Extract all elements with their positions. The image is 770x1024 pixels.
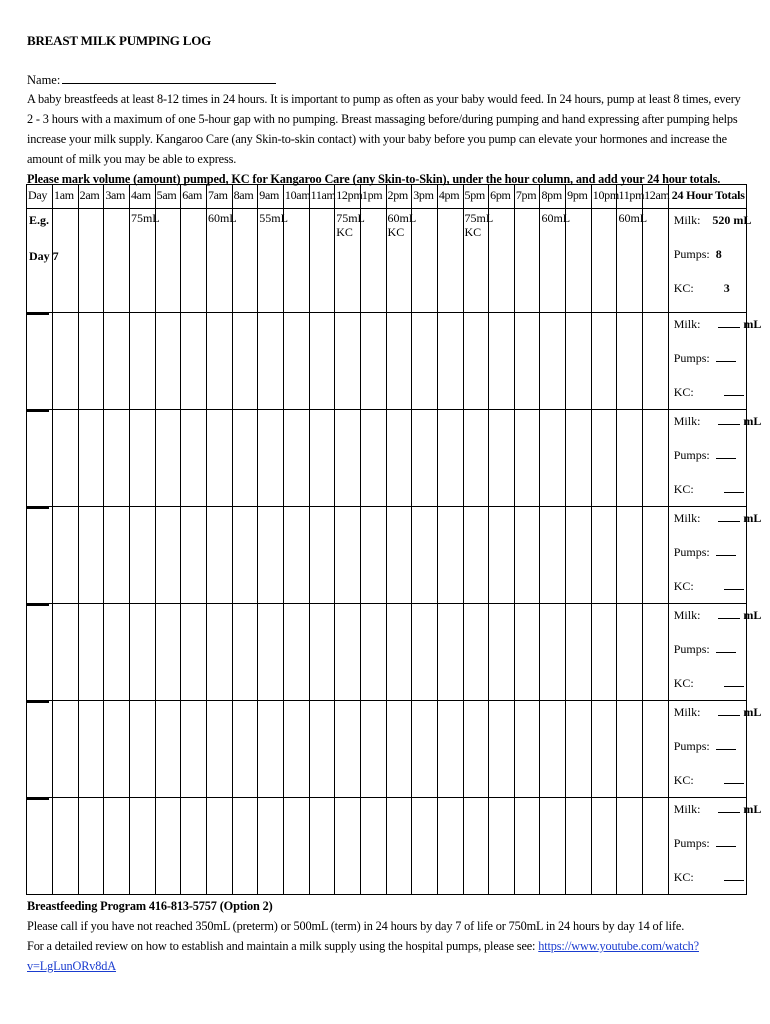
day-underline [27,604,49,606]
hour-entry-cell-2am[interactable] [78,604,104,701]
hour-entry-cell-4pm[interactable] [437,410,463,507]
review-text: For a detailed review on how to establish and maintain a milk supply using the hospital pumps, please see: [27,939,539,953]
hour-entry-cell-1pm[interactable] [360,507,386,604]
totals-cell [668,798,762,895]
hour-entry-cell-6am[interactable] [181,410,207,507]
milk-label: Milk: [673,608,701,622]
pumps-blank[interactable] [716,545,736,556]
log-row [27,507,747,604]
milk-blank[interactable] [718,414,740,425]
hour-entry-cell-11am[interactable] [309,507,335,604]
hour-entry-cell-4am[interactable] [129,410,155,507]
hour-header-12pm: 12pm [335,185,361,209]
hour-entry-cell-9am[interactable] [258,604,284,701]
hour-entry-cell-10pm[interactable] [591,604,617,701]
example-label: E.g. [29,213,50,227]
hour-entry-cell-11am[interactable] [309,701,335,798]
pumps-label: Pumps: [673,247,710,261]
kc-total-value: 3 [723,281,730,295]
page-title: BREAST MILK PUMPING LOG [27,33,212,48]
hour-entry-cell-2am[interactable] [78,313,104,410]
hour-entry-cell-9am[interactable] [258,798,284,895]
example-totals-cell [668,209,752,313]
review-line [27,936,747,976]
totals-cell [668,604,762,701]
example-cell-2pm [386,209,417,313]
hour-entry-cell-10pm[interactable] [591,313,617,410]
day-entry-cell[interactable] [27,701,53,798]
pumps-blank[interactable] [716,739,736,750]
hour-entry-cell-11am[interactable] [309,313,335,410]
hour-entry-cell-8pm[interactable] [540,798,566,895]
intro-paragraph: A baby breastfeeds at least 8-12 times in 24 hours. It is important to pump as often as your baby would feed. In 24 hours, pump at least 8 times, every 2 - 3 hours with a maximum of one 5-hour gap with no pumping. Breast massaging before/during pumping and hand expressing after pumping helps increase your milk supply. Kangaroo Care (any Skin-to-skin contact) with your baby before you pump can elevate your hormones and increase the amount of milk you may be able to express. [27,92,741,166]
log-row [27,798,747,895]
hour-header-9pm: 9pm [566,185,592,209]
example-cell-11pm [617,209,648,313]
hour-header-6pm: 6pm [489,185,515,209]
hour-entry-cell-6pm[interactable] [489,507,515,604]
milk-unit: mL [743,511,762,525]
program-contact: Breastfeeding Program 416-813-5757 (Option 2) [27,899,273,913]
log-row [27,604,747,701]
hour-entry-cell-12am[interactable] [643,410,669,507]
example-cell-12pm [335,209,365,313]
hour-entry-cell-11pm[interactable] [617,313,643,410]
example-cell-4am [129,209,160,313]
hour-entry-cell-4am[interactable] [129,701,155,798]
hour-entry-cell-12pm[interactable] [335,604,361,701]
hour-header-12am: 12am [643,185,669,209]
hour-entry-cell-7pm[interactable] [514,798,540,895]
hour-entry-cell-1pm[interactable] [360,313,386,410]
hour-entry-cell-6am[interactable] [181,604,207,701]
hour-entry-cell-4pm[interactable] [437,604,463,701]
kc-label: KC: [673,773,694,787]
hour-entry-cell-7pm[interactable] [514,410,540,507]
hour-entry-cell-8am[interactable] [232,410,258,507]
day-underline [27,313,49,315]
hour-entry-cell-5am[interactable] [155,313,181,410]
kc-label: KC: [673,385,694,399]
day-column-header: Day [27,185,53,209]
hour-entry-cell-4pm[interactable] [437,313,463,410]
table-header-row [27,185,747,209]
hour-entry-cell-3am[interactable] [104,507,130,604]
example-day-cell [27,209,59,313]
day-entry-cell[interactable] [27,798,53,895]
hour-entry-cell-9pm[interactable] [566,507,592,604]
hour-header-5pm: 5pm [463,185,489,209]
example-entry: 75mL [336,211,365,225]
example-cell-4pm [437,209,463,313]
hour-entry-cell-11pm[interactable] [617,507,643,604]
pumps-total-value: 8 [715,247,722,261]
hour-entry-cell-5am[interactable] [155,410,181,507]
milk-unit: mL [743,802,762,816]
hour-entry-cell-12pm[interactable] [335,410,361,507]
hour-entry-cell-2pm[interactable] [386,410,412,507]
hour-entry-cell-10am[interactable] [283,410,309,507]
hour-entry-cell-11pm[interactable] [617,410,643,507]
hour-entry-cell-10pm[interactable] [591,701,617,798]
hour-entry-cell-6pm[interactable] [489,701,515,798]
footer [27,896,747,976]
hour-entry-cell-10am[interactable] [283,604,309,701]
log-row [27,701,747,798]
hour-entry-cell-6pm[interactable] [489,313,515,410]
example-entry: 60mL [618,211,648,225]
pumps-blank[interactable] [716,448,736,459]
hour-entry-cell-3am[interactable] [104,604,130,701]
hour-entry-cell-2am[interactable] [78,507,104,604]
kc-blank[interactable] [724,870,744,881]
hour-entry-cell-11pm[interactable] [617,701,643,798]
hour-entry-cell-11pm[interactable] [617,604,643,701]
hour-entry-cell-2am[interactable] [78,798,104,895]
intro-text-block [27,89,745,189]
day-underline [27,410,49,412]
hour-entry-cell-7am[interactable] [206,507,232,604]
log-row [27,313,747,410]
hour-entry-cell-8pm[interactable] [540,410,566,507]
hour-entry-cell-12pm[interactable] [335,313,361,410]
hour-entry-cell-8am[interactable] [232,604,258,701]
hour-header-4am: 4am [129,185,155,209]
hour-entry-cell-5pm[interactable] [463,410,489,507]
hour-entry-cell-2am[interactable] [78,410,104,507]
hour-header-8pm: 8pm [540,185,566,209]
example-entry: KC [387,225,405,239]
day-underline [27,798,49,800]
hour-entry-cell-3pm[interactable] [412,410,438,507]
hour-entry-cell-2pm[interactable] [386,798,412,895]
hour-entry-cell-5am[interactable] [155,507,181,604]
hour-entry-cell-9am[interactable] [258,410,284,507]
hour-header-7am: 7am [206,185,232,209]
hour-entry-cell-7am[interactable] [206,701,232,798]
hour-entry-cell-12am[interactable] [643,701,669,798]
milk-blank[interactable] [718,608,740,619]
hour-entry-cell-1pm[interactable] [360,701,386,798]
hour-entry-cell-3am[interactable] [104,410,130,507]
hour-entry-cell-1am[interactable] [53,604,79,701]
hour-entry-cell-9pm[interactable] [566,604,592,701]
hour-entry-cell-6am[interactable] [181,313,207,410]
hour-entry-cell-1pm[interactable] [360,604,386,701]
totals-cell [668,507,762,604]
youtube-link[interactable]: https://www.youtube.com/watch?v=LgLunORv8dA [27,939,699,973]
hour-entry-cell-5pm[interactable] [463,701,489,798]
hour-entry-cell-1am[interactable] [53,701,79,798]
pumps-blank[interactable] [716,642,736,653]
hour-entry-cell-12pm[interactable] [335,507,361,604]
example-entry: KC [336,225,353,239]
hour-entry-cell-12pm[interactable] [335,701,361,798]
hour-entry-cell-2pm[interactable] [386,313,412,410]
hour-entry-cell-4pm[interactable] [437,507,463,604]
milk-unit: mL [743,317,762,331]
milk-label: Milk: [673,802,701,816]
hour-entry-cell-7am[interactable] [206,410,232,507]
hour-entry-cell-12am[interactable] [643,604,669,701]
hour-header-3pm: 3pm [412,185,438,209]
hour-entry-cell-1pm[interactable] [360,798,386,895]
hour-entry-cell-11am[interactable] [309,604,335,701]
hour-entry-cell-5pm[interactable] [463,507,489,604]
day-entry-cell[interactable] [27,313,53,410]
hour-header-6am: 6am [181,185,207,209]
hour-entry-cell-4am[interactable] [129,313,155,410]
hour-entry-cell-5am[interactable] [155,701,181,798]
hour-entry-cell-11pm[interactable] [617,798,643,895]
milk-label: Milk: [673,414,701,428]
hour-entry-cell-10pm[interactable] [591,507,617,604]
hour-entry-cell-9am[interactable] [258,701,284,798]
hour-header-1am: 1am [53,185,79,209]
example-cell-5pm [463,209,494,313]
hour-entry-cell-3pm[interactable] [412,507,438,604]
hour-header-2pm: 2pm [386,185,412,209]
kc-blank[interactable] [724,579,744,590]
milk-label: Milk: [673,213,701,227]
hour-entry-cell-3am[interactable] [104,701,130,798]
example-cell-2am [78,209,104,313]
kc-blank[interactable] [724,676,744,687]
milk-total-value: 520 mL [712,213,752,227]
pumps-blank[interactable] [716,836,736,847]
hour-entry-cell-2pm[interactable] [386,604,412,701]
hour-entry-cell-2pm[interactable] [386,507,412,604]
example-cell-7am [206,209,237,313]
hour-entry-cell-5am[interactable] [155,604,181,701]
hour-entry-cell-12pm[interactable] [335,798,361,895]
pumps-label: Pumps: [673,545,710,559]
milk-unit: mL [743,608,762,622]
hour-entry-cell-11am[interactable] [309,798,335,895]
kc-blank[interactable] [724,385,744,396]
hour-header-10am: 10am [283,185,309,209]
hour-entry-cell-10pm[interactable] [591,410,617,507]
hour-entry-cell-6pm[interactable] [489,798,515,895]
pumping-log-table [26,184,762,895]
milk-unit: mL [743,705,762,719]
hour-entry-cell-9pm[interactable] [566,313,592,410]
hour-entry-cell-5am[interactable] [155,798,181,895]
hour-entry-cell-9am[interactable] [258,313,284,410]
hour-entry-cell-4am[interactable] [129,604,155,701]
hour-entry-cell-4am[interactable] [129,798,155,895]
hour-entry-cell-5pm[interactable] [463,313,489,410]
example-entry: 60mL [387,211,417,225]
hour-entry-cell-8pm[interactable] [540,313,566,410]
example-entry: 75mL [130,211,160,225]
hour-entry-cell-7pm[interactable] [514,701,540,798]
pumps-label: Pumps: [673,351,710,365]
totals-column-header: 24 Hour Totals [668,185,746,209]
hour-entry-cell-7am[interactable] [206,604,232,701]
example-cell-8pm [540,209,571,313]
hour-entry-cell-8am[interactable] [232,798,258,895]
hour-entry-cell-10pm[interactable] [591,798,617,895]
milk-blank[interactable] [718,705,740,716]
hour-entry-cell-9am[interactable] [258,507,284,604]
hour-entry-cell-6am[interactable] [181,798,207,895]
hour-entry-cell-4pm[interactable] [437,701,463,798]
name-blank-line[interactable] [62,72,276,84]
milk-label: Milk: [673,317,701,331]
day-entry-cell[interactable] [27,410,53,507]
hour-entry-cell-3pm[interactable] [412,313,438,410]
kc-label: KC: [673,676,694,690]
kc-label: KC: [673,579,694,593]
hour-header-1pm: 1pm [360,185,386,209]
hour-entry-cell-7pm[interactable] [514,604,540,701]
hour-entry-cell-9pm[interactable] [566,798,592,895]
milk-blank[interactable] [718,511,740,522]
milk-label: Milk: [673,705,701,719]
name-field [27,72,276,88]
hour-entry-cell-12am[interactable] [643,798,669,895]
hour-entry-cell-5pm[interactable] [463,604,489,701]
milk-unit: mL [743,414,762,428]
hour-entry-cell-4am[interactable] [129,507,155,604]
hour-entry-cell-3am[interactable] [104,313,130,410]
call-instruction: Please call if you have not reached 350mL (preterm) or 500mL (term) in 24 hours by day 7 of life or 750mL in 24 hours by day 14 of life. [27,919,685,933]
hour-entry-cell-8pm[interactable] [540,701,566,798]
day-entry-cell[interactable] [27,507,53,604]
milk-label: Milk: [673,511,701,525]
hour-entry-cell-8am[interactable] [232,701,258,798]
example-cell-10pm [591,209,617,313]
hour-entry-cell-8pm[interactable] [540,507,566,604]
hour-entry-cell-8am[interactable] [232,313,258,410]
example-day-label: Day 7 [29,249,59,263]
kc-label: KC: [673,482,694,496]
hour-entry-cell-9pm[interactable] [566,701,592,798]
kc-label: KC: [673,281,694,295]
kc-blank[interactable] [724,482,744,493]
hour-entry-cell-12am[interactable] [643,313,669,410]
hour-entry-cell-12am[interactable] [643,507,669,604]
hour-entry-cell-7pm[interactable] [514,313,540,410]
pumps-label: Pumps: [673,836,710,850]
hour-header-9am: 9am [258,185,284,209]
pumps-label: Pumps: [673,739,710,753]
hour-entry-cell-10am[interactable] [283,313,309,410]
hour-entry-cell-1am[interactable] [53,507,79,604]
hour-header-3am: 3am [104,185,130,209]
hour-entry-cell-6pm[interactable] [489,410,515,507]
example-entry: 60mL [541,211,571,225]
totals-cell [668,410,762,507]
name-label: Name: [27,73,61,87]
hour-entry-cell-1am[interactable] [53,313,79,410]
day-underline [27,507,49,509]
hour-entry-cell-8pm[interactable] [540,604,566,701]
pumps-label: Pumps: [673,448,710,462]
example-entry: 75mL [464,211,494,225]
hour-entry-cell-1am[interactable] [53,798,79,895]
hour-entry-cell-6pm[interactable] [489,604,515,701]
hour-entry-cell-10am[interactable] [283,798,309,895]
hour-entry-cell-7am[interactable] [206,798,232,895]
hour-entry-cell-3pm[interactable] [412,604,438,701]
day-entry-cell[interactable] [27,604,53,701]
hour-header-2am: 2am [78,185,104,209]
hour-entry-cell-7am[interactable] [206,313,232,410]
example-cell-11am [309,209,335,313]
example-entry: 60mL [207,211,237,225]
milk-blank[interactable] [718,802,740,813]
example-entry: 55mL [259,211,288,225]
hour-header-10pm: 10pm [591,185,617,209]
hour-entry-cell-5pm[interactable] [463,798,489,895]
hour-entry-cell-8am[interactable] [232,507,258,604]
log-row [27,410,747,507]
hour-entry-cell-2am[interactable] [78,701,104,798]
kc-blank[interactable] [724,773,744,784]
hour-entry-cell-1pm[interactable] [360,410,386,507]
hour-entry-cell-6am[interactable] [181,701,207,798]
hour-header-5am: 5am [155,185,181,209]
hour-header-7pm: 7pm [514,185,540,209]
pumps-blank[interactable] [716,351,736,362]
hour-header-11pm: 11pm [617,185,643,209]
example-cell-3am [104,209,130,313]
hour-entry-cell-1am[interactable] [53,410,79,507]
day-underline [27,701,49,703]
instruction-text: Please mark volume (amount) pumped, KC for Kangaroo Care (any Skin-to-Skin), under the hour column, and add your 24 hour totals. [27,172,721,186]
example-cell-6am [181,209,207,313]
hour-header-11am: 11am [309,185,335,209]
hour-entry-cell-10am[interactable] [283,701,309,798]
hour-entry-cell-9pm[interactable] [566,410,592,507]
hour-entry-cell-4pm[interactable] [437,798,463,895]
hour-entry-cell-7pm[interactable] [514,507,540,604]
hour-entry-cell-10am[interactable] [283,507,309,604]
hour-header-4pm: 4pm [437,185,463,209]
pumps-label: Pumps: [673,642,710,656]
kc-label: KC: [673,870,694,884]
hour-entry-cell-3pm[interactable] [412,701,438,798]
hour-entry-cell-3pm[interactable] [412,798,438,895]
hour-entry-cell-6am[interactable] [181,507,207,604]
example-cell-7pm [514,209,540,313]
totals-cell [668,701,762,798]
milk-blank[interactable] [718,317,740,328]
totals-cell [668,313,762,410]
hour-entry-cell-11am[interactable] [309,410,335,507]
hour-entry-cell-3am[interactable] [104,798,130,895]
example-entry: KC [464,225,482,239]
hour-entry-cell-2pm[interactable] [386,701,412,798]
hour-header-8am: 8am [232,185,258,209]
example-row [27,209,747,313]
example-cell-9am [258,209,288,313]
